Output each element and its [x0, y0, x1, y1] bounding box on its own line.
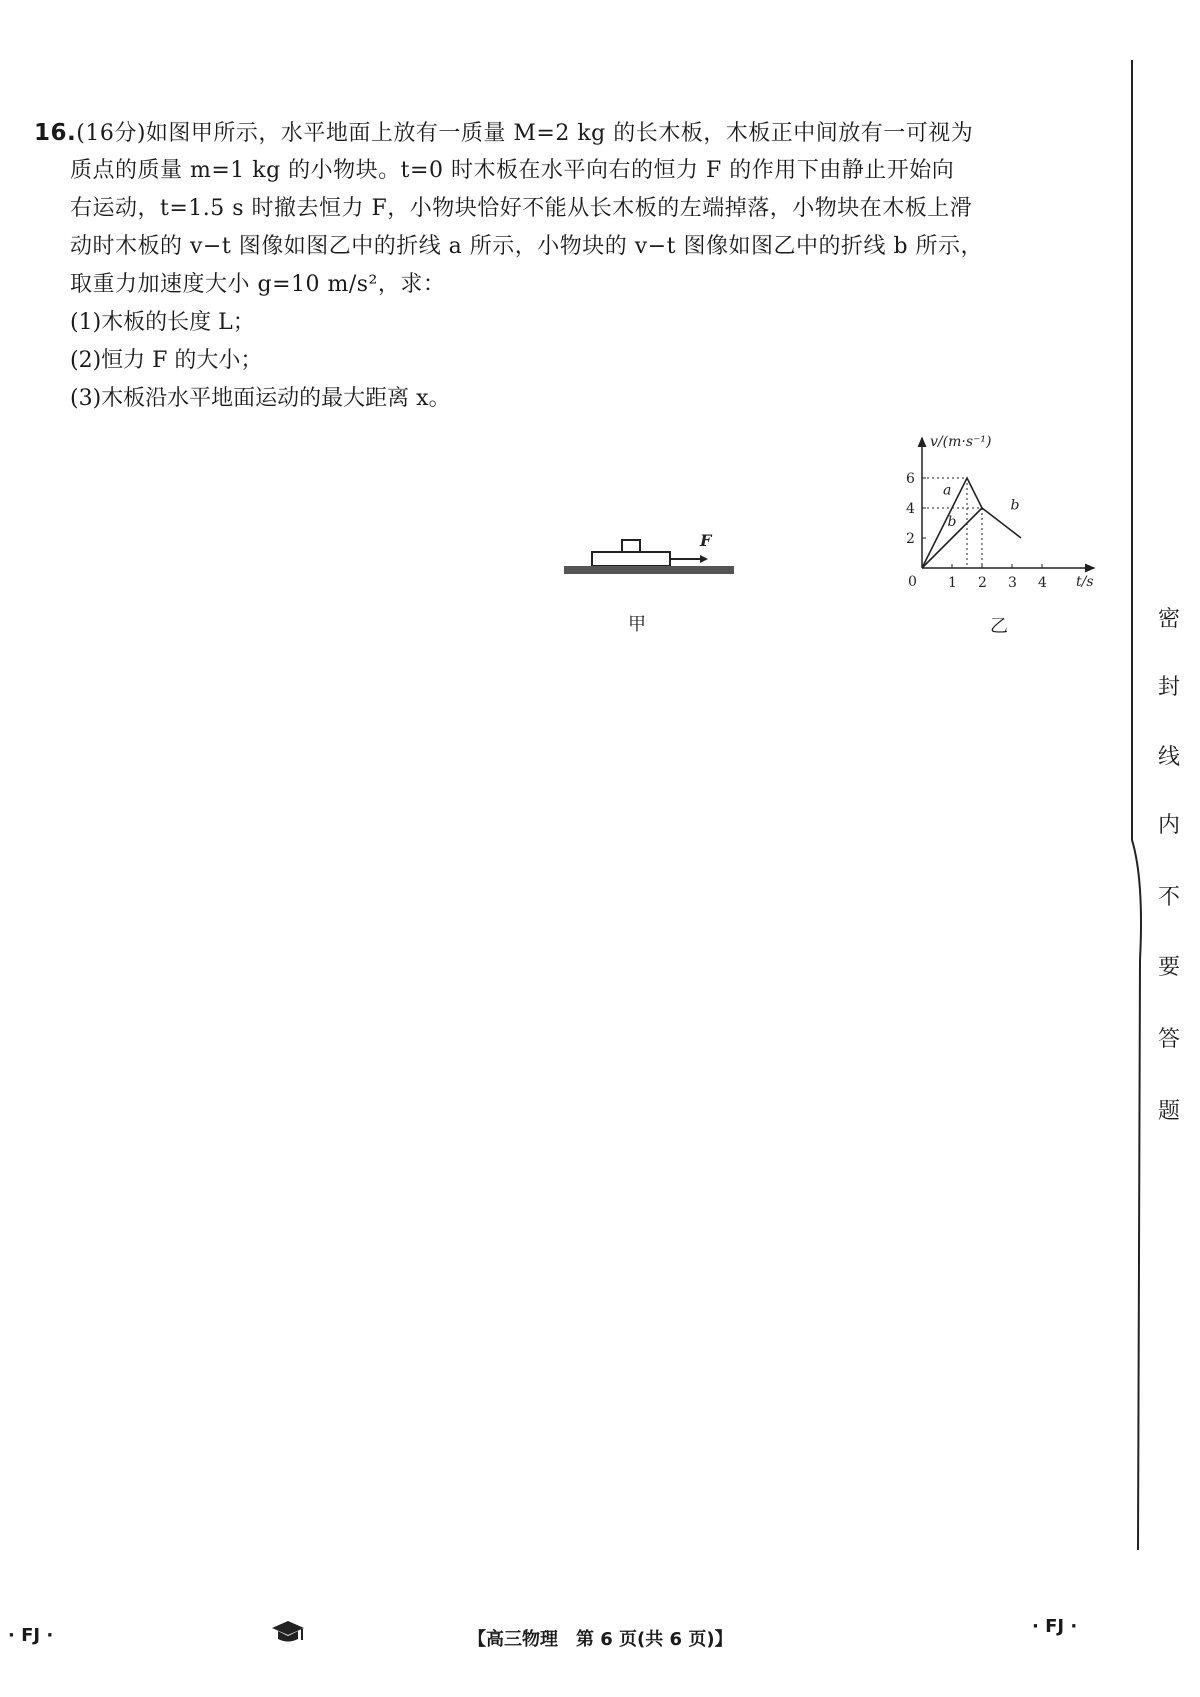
seal-char-2: 封	[1158, 675, 1181, 700]
seal-char-6: 要	[1158, 955, 1181, 980]
seal-char-4: 内	[1158, 813, 1181, 838]
sub-question-1: (1)木板的长度 L；	[70, 310, 255, 335]
x-tick-label: 2	[978, 575, 987, 591]
seal-char-5: 不	[1158, 885, 1181, 910]
footer-left-mark: · FJ ·	[8, 1625, 54, 1646]
x-tick-label: 4	[1038, 575, 1047, 591]
small-block	[622, 540, 640, 552]
series-b-label: b	[947, 514, 957, 530]
caption-yi: 乙	[990, 616, 1008, 637]
sub-question-2: (2)恒力 F 的大小；	[70, 348, 263, 373]
sub-question-3: (3)木板沿水平地面运动的最大距离 x。	[70, 386, 451, 411]
caption-jia: 甲	[628, 614, 646, 635]
question-line-5: 取重力加速度大小 g=10 m/s²，求：	[70, 272, 446, 297]
question-line-2: 质点的质量 m=1 kg 的小物块。t=0 时木板在水平向右的恒力 F 的作用下由静止开始向	[70, 158, 955, 183]
figure-yi	[894, 424, 1104, 594]
force-label: F	[700, 531, 712, 550]
y-axis-label: v/(m·s⁻¹)	[930, 434, 992, 450]
force-arrow-head	[700, 555, 708, 563]
footer-page-info: 【高三物理 第 6 页(共 6 页)】	[468, 1629, 733, 1650]
y-tick-label: 6	[906, 471, 915, 487]
seal-line-path	[1132, 60, 1141, 1550]
seal-char-3: 线	[1158, 745, 1181, 770]
graduation-cap-icon	[268, 1618, 308, 1646]
question-line-4: 动时木板的 v−t 图像如图乙中的折线 a 所示，小物块的 v−t 图像如图乙中的折线 b 所示，	[70, 234, 984, 259]
x-tick-label: 3	[1008, 575, 1017, 591]
question-line-1-text: (16分)如图甲所示，水平地面上放有一质量 M=2 kg 的长木板，木板正中间放有一可视为	[76, 121, 974, 146]
seal-line	[1120, 60, 1150, 1570]
board-block-diagram	[560, 520, 740, 580]
series-b-label-right: b	[1010, 497, 1020, 514]
long-board	[592, 552, 670, 566]
y-tick-label: 4	[906, 501, 915, 517]
origin-label: 0	[908, 574, 917, 590]
x-tick-label: 1	[948, 575, 957, 591]
question-line-3: 右运动，t=1.5 s 时撤去恒力 F，小物块恰好不能从长木板的左端掉落，小物块在木板上滑	[70, 196, 973, 221]
series-a-label: a	[943, 482, 952, 499]
seal-char-1: 密	[1158, 607, 1181, 632]
x-axis-label: t/s	[1076, 574, 1094, 590]
ground	[564, 566, 734, 574]
seal-char-8: 题	[1158, 1099, 1181, 1124]
y-tick-label: 2	[906, 531, 915, 547]
seal-char-7: 答	[1158, 1027, 1181, 1052]
footer-right-mark: · FJ ·	[1032, 1616, 1078, 1637]
figure-jia	[560, 520, 740, 580]
question-number: 16.	[34, 120, 77, 146]
vt-chart	[894, 424, 1104, 594]
question-line-1	[34, 118, 973, 149]
